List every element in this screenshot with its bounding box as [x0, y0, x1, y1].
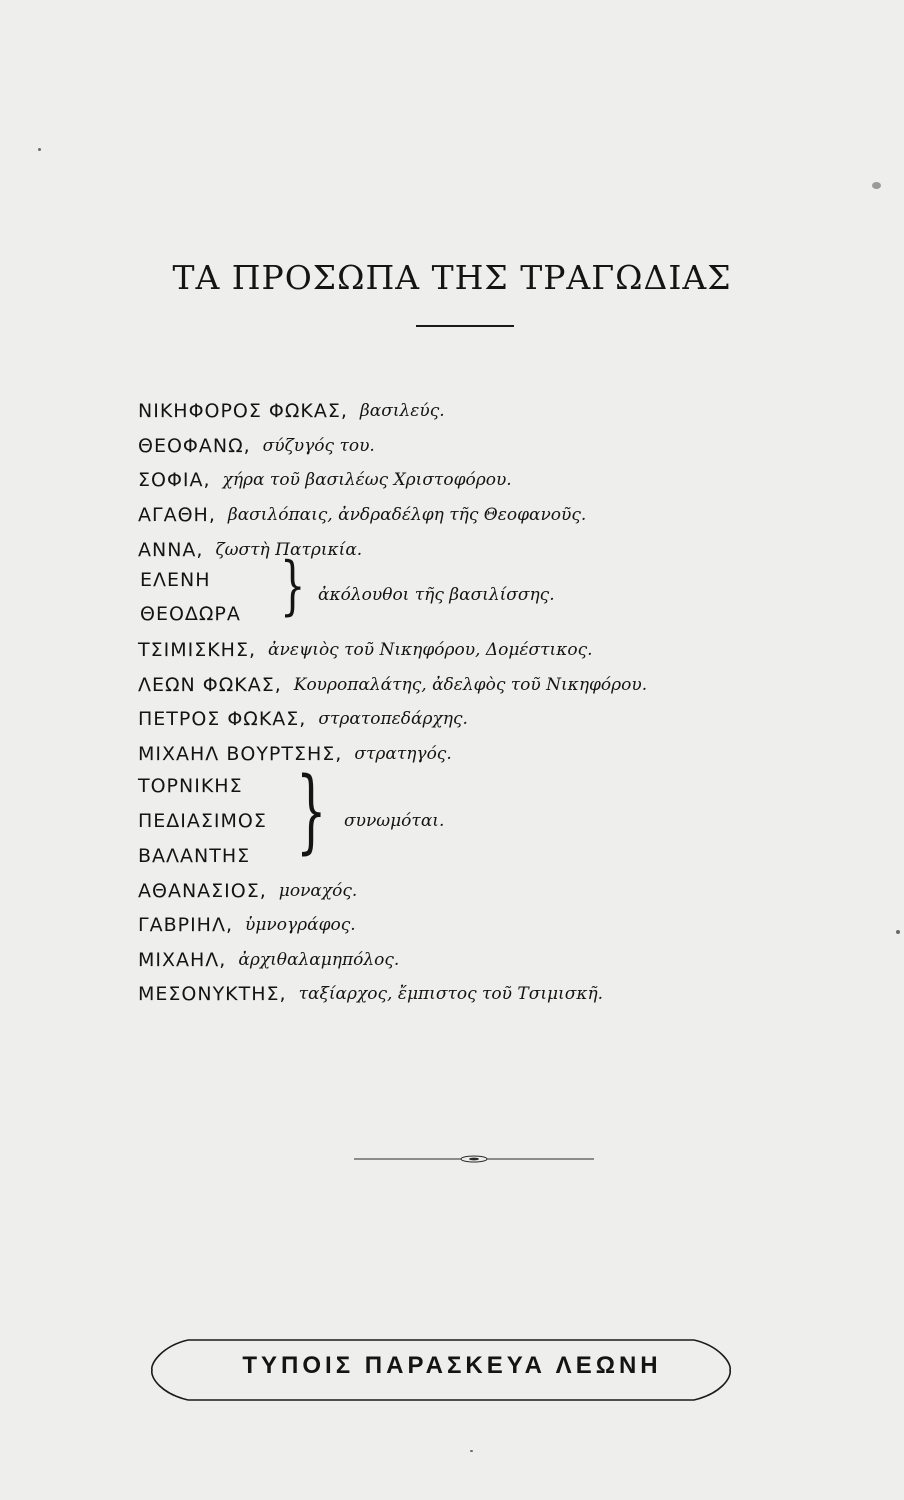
paper-speck	[470, 1450, 473, 1452]
cast-entry-michail-vourtsis	[138, 737, 858, 772]
character-description: ταξίαρχος, ἔμπιστος τοῦ Τσιμισκῆ.	[298, 984, 604, 1005]
character-name: ΓΑΒΡΙΗΛ,	[138, 914, 234, 937]
page-title: ΤΑ ΠΡΟΣΩΠΑ ΤΗΣ ΤΡΑΓΩΔΙΑΣ	[172, 258, 732, 298]
cast-entry-tsimiskis	[138, 633, 858, 668]
character-name: ΑΘΑΝΑΣΙΟΣ,	[138, 879, 267, 902]
character-name: ΘΕΟΔΩΡΑ	[140, 602, 241, 625]
character-description: στρατοπεδάρχης.	[318, 709, 468, 730]
character-description: ἀνεψιὸς τοῦ Νικηφόρου, Δομέστικος.	[268, 640, 593, 661]
character-name: ΣΟΦΙΑ,	[138, 469, 211, 492]
character-description: βασιλόπαις, ἀνδραδέλφη τῆς Θεοφανοῦς.	[227, 505, 587, 526]
character-name: ΜΙΧΑΗΛ,	[138, 948, 227, 971]
cast-entry-agathi	[138, 498, 858, 533]
character-description: χήρα τοῦ βασιλέως Χριστοφόρου.	[222, 470, 512, 491]
group-brace: }	[280, 549, 306, 623]
character-description: βασιλεύς.	[359, 401, 445, 422]
character-name: ΜΕΣΟΝΥΚΤΗΣ,	[138, 983, 287, 1006]
cast-list	[138, 394, 858, 1012]
cast-entry-michail	[138, 943, 858, 978]
character-name: ΜΙΧΑΗΛ ΒΟΥΡΤΣΗΣ,	[138, 743, 343, 766]
character-name: ΑΝΝΑ,	[138, 538, 204, 561]
paper-speck	[38, 148, 41, 151]
cast-entry-anna	[138, 532, 858, 567]
ornament-divider	[354, 1155, 594, 1163]
paper-speck	[896, 930, 900, 934]
character-name: ΛΕΩΝ ΦΩΚΑΣ,	[138, 673, 282, 696]
character-description: σύζυγός του.	[262, 435, 375, 456]
group-description: συνωμόται.	[344, 811, 445, 832]
character-description: ὑμνογράφος.	[245, 915, 356, 936]
cast-entry-petros	[138, 702, 858, 737]
character-name: ΕΛΕΝΗ	[140, 568, 211, 591]
cast-entry-mesonyktis	[138, 977, 858, 1012]
character-description: Κουροπαλάτης, ἀδελφὸς τοῦ Νικηφόρου.	[293, 674, 648, 695]
cast-group-conspirators	[138, 758, 858, 873]
printer-imprint: ΤΥΠΟΙΣ ΠΑΡΑΣΚΕΥΑ ΛΕΩΝΗ	[242, 1352, 662, 1379]
cast-entry-sofia	[138, 463, 858, 498]
character-name: ΤΣΙΜΙΣΚΗΣ,	[138, 639, 257, 662]
cast-entry-athanasios	[138, 873, 858, 908]
character-description: στρατηγός.	[354, 744, 452, 765]
cast-entry-leon	[138, 668, 858, 703]
character-description: ἀρχιθαλαμηπόλος.	[238, 949, 400, 970]
cast-entry-gavriil	[138, 908, 858, 943]
paper-speck	[872, 182, 881, 189]
character-name: ΠΕΤΡΟΣ ΦΩΚΑΣ,	[138, 708, 307, 731]
cast-entry-nikiforos	[138, 394, 858, 429]
character-name: ΤΟΡΝΙΚΗΣ	[138, 775, 243, 798]
character-name: ΒΑΛΑΝΤΗΣ	[138, 845, 251, 868]
character-description: ζωστὴ Πατρικία.	[215, 539, 363, 560]
group-brace: }	[296, 758, 327, 865]
title-rule	[416, 325, 514, 327]
group-description: ἀκόλουθοι τῆς βασιλίσσης.	[318, 584, 555, 605]
cast-entry-theofano	[138, 429, 858, 464]
character-name: ΑΓΑΘΗ,	[138, 504, 216, 527]
character-name: ΝΙΚΗΦΟΡΟΣ ΦΩΚΑΣ,	[138, 400, 348, 423]
character-name: ΠΕΔΙΑΣΙΜΟΣ	[138, 810, 267, 833]
character-description: μοναχός.	[278, 880, 358, 901]
character-name: ΘΕΟΦΑΝΩ,	[138, 434, 251, 457]
